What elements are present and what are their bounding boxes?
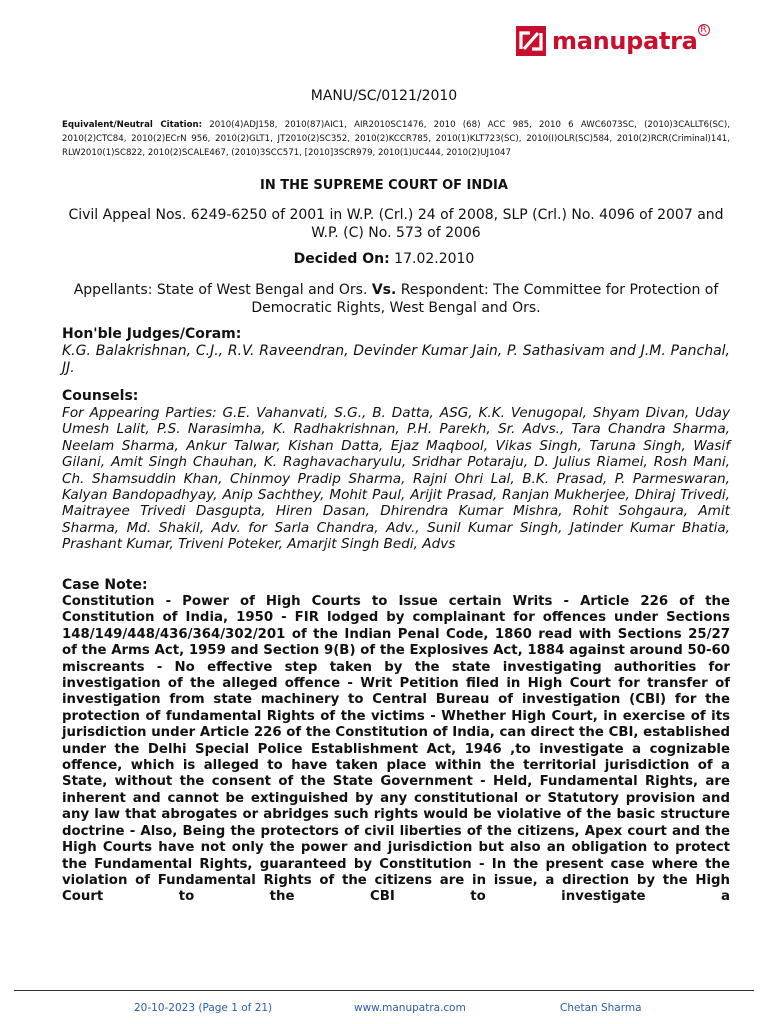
registered-mark: R xyxy=(698,24,710,36)
case-note-text: Constitution - Power of High Courts to Issue certain Writs - Article 226 of the Constitution of India, 1950 - FIR lodged by complainant for offences under Sections 148/149/448/436/364/302/201 of the Indian Penal Code, 1860 read with Sections 25/27 of the Arms Act, 1959 and Section 9(B) of the Explosives Act, 1884 against around 50-60 miscreants - No effective step taken by the state investigating authorities for investigation of the alleged offence - Writ Petition filed in High Court for transfer of investigation from state machinery to Central Bureau of investigation (CBI) for the protection of fundamental Rights of the victims - Whether High Court, in exercise of its jurisdiction under Article 226 of the Constitution of India, can direct the CBI, established under the Delhi Special Police Establishment Act, 1946 ,to investigate a cognizable offence, which is alleged to have taken place within the territorial jurisdiction of a State, without the consent of the State Government - Held, Fundamental Rights, are inherent and cannot be extinguished by any constitutional or Statutory provision and any law that abrogates or abridges such rights would be violative of the basic structure doctrine - Also, Being the protectors of civil liberties of the citizens, Apex court and the High Courts have not only the power and jurisdiction but also an obligation to protect the Fundamental Rights, guaranteed by Constitution - In the present case where the violation of Fundamental Rights of the citizens are in issue, a direction by the High Court to the CBI to investigate a xyxy=(62,594,730,905)
manupatra-logo xyxy=(516,24,707,58)
judges-text: K.G. Balakrishnan, C.J., R.V. Raveendran, Devinder Kumar Jain, P. Sathasivam and J.M. Panchal, JJ. xyxy=(62,343,730,376)
court-name: IN THE SUPREME COURT OF INDIA xyxy=(260,178,508,193)
judges-heading: Hon'ble Judges/Coram: xyxy=(62,326,242,342)
equivalent-citations xyxy=(62,118,730,160)
equivalent-text: 2010(4)ADJ158, 2010(87)AIC1, AIR2010SC1476, 2010 (68) ACC 985, 2010 6 AWC6073SC, (2010)3CALLT6(SC), 2010(2)CTC84, 2010(2)ECrN 956, 2010(2)GLT1, JT2010(2)SC352, 2010(2)KCCR785, 2010(1)KLT723(SC), 2010(I)OLR(SC)584, 2010(2)RCR(Criminal)141, RLW2010(1)SC822, 2010(2)SCALE467, (2010)3SCC571, [2010]3SCR979, 2010(1)UC444, 2010(2)UJ1047 xyxy=(62,120,730,158)
footer-user: Chetan Sharma xyxy=(560,1002,642,1014)
footer-divider xyxy=(14,990,754,991)
citation-id: MANU/SC/0121/2010 xyxy=(310,88,458,104)
versus: Vs. xyxy=(371,282,397,298)
equivalent-label: Equivalent/Neutral Citation: xyxy=(62,120,203,130)
logo-text: manupatra xyxy=(552,27,698,55)
manupatra-logo-icon xyxy=(516,26,546,56)
decided-on xyxy=(0,251,768,267)
footer-page-info: 20-10-2023 (Page 1 of 21) xyxy=(134,1002,273,1014)
footer-site-link[interactable]: www.manupatra.com xyxy=(354,1002,466,1014)
counsels-text: For Appearing Parties: G.E. Vahanvati, S.G., B. Datta, ASG, K.K. Venugopal, Shyam Divan, Uday Umesh Lalit, P.S. Narasimha, K. Radhakrishnan, P.H. Parekh, Sr. Advs., Tara Chandra Sharma, Neelam Sharma, Ankur Talwar, Kishan Datta, Ejaz Maqbool, Vikas Singh, Taruna Singh, Wasif Gilani, Amit Singh Chauhan, K. Raghavacharyulu, Sridhar Potaraju, D. Julius Riamei, Rosh Mani, Ch. Shamsuddin Khan, Chinmoy Pradip Sharma, Rajni Ohri Lal, B.K. Prasad, P. Parmeswaran, Kalyan Bandopadhyay, Anip Sachthey, Mohit Paul, Arijit Prasad, Ranjan Mukherjee, Dhiraj Trivedi, Maitrayee Trivedi Dasgupta, Hiren Dasan, Dhirendra Kumar Mishra, Rohit Sohgaura, Amit Sharma, Md. Shakil, Adv. for Sarla Chandra, Adv., Sunil Kumar Singh, Jatinder Kumar Bhatia, Prashant Kumar, Triveni Poteker, Amarjit Singh Bedi, Advs xyxy=(62,405,730,553)
decided-date: 17.02.2010 xyxy=(389,251,475,267)
appeal-numbers: Civil Appeal Nos. 6249-6250 of 2001 in W.P. (Crl.) 24 of 2008, SLP (Crl.) No. 4096 of 2007 and W.P. (C) No. 573 of 2006 xyxy=(68,207,724,241)
appellants: Appellants: State of West Bengal and Ors. xyxy=(73,282,372,298)
case-note-heading: Case Note: xyxy=(62,577,148,593)
parties xyxy=(62,281,730,317)
decided-label: Decided On: xyxy=(293,251,390,267)
counsels-heading: Counsels: xyxy=(62,388,139,404)
respondent: Respondent: The Committee for Protection of Democratic Rights, West Bengal and Ors. xyxy=(251,282,719,316)
